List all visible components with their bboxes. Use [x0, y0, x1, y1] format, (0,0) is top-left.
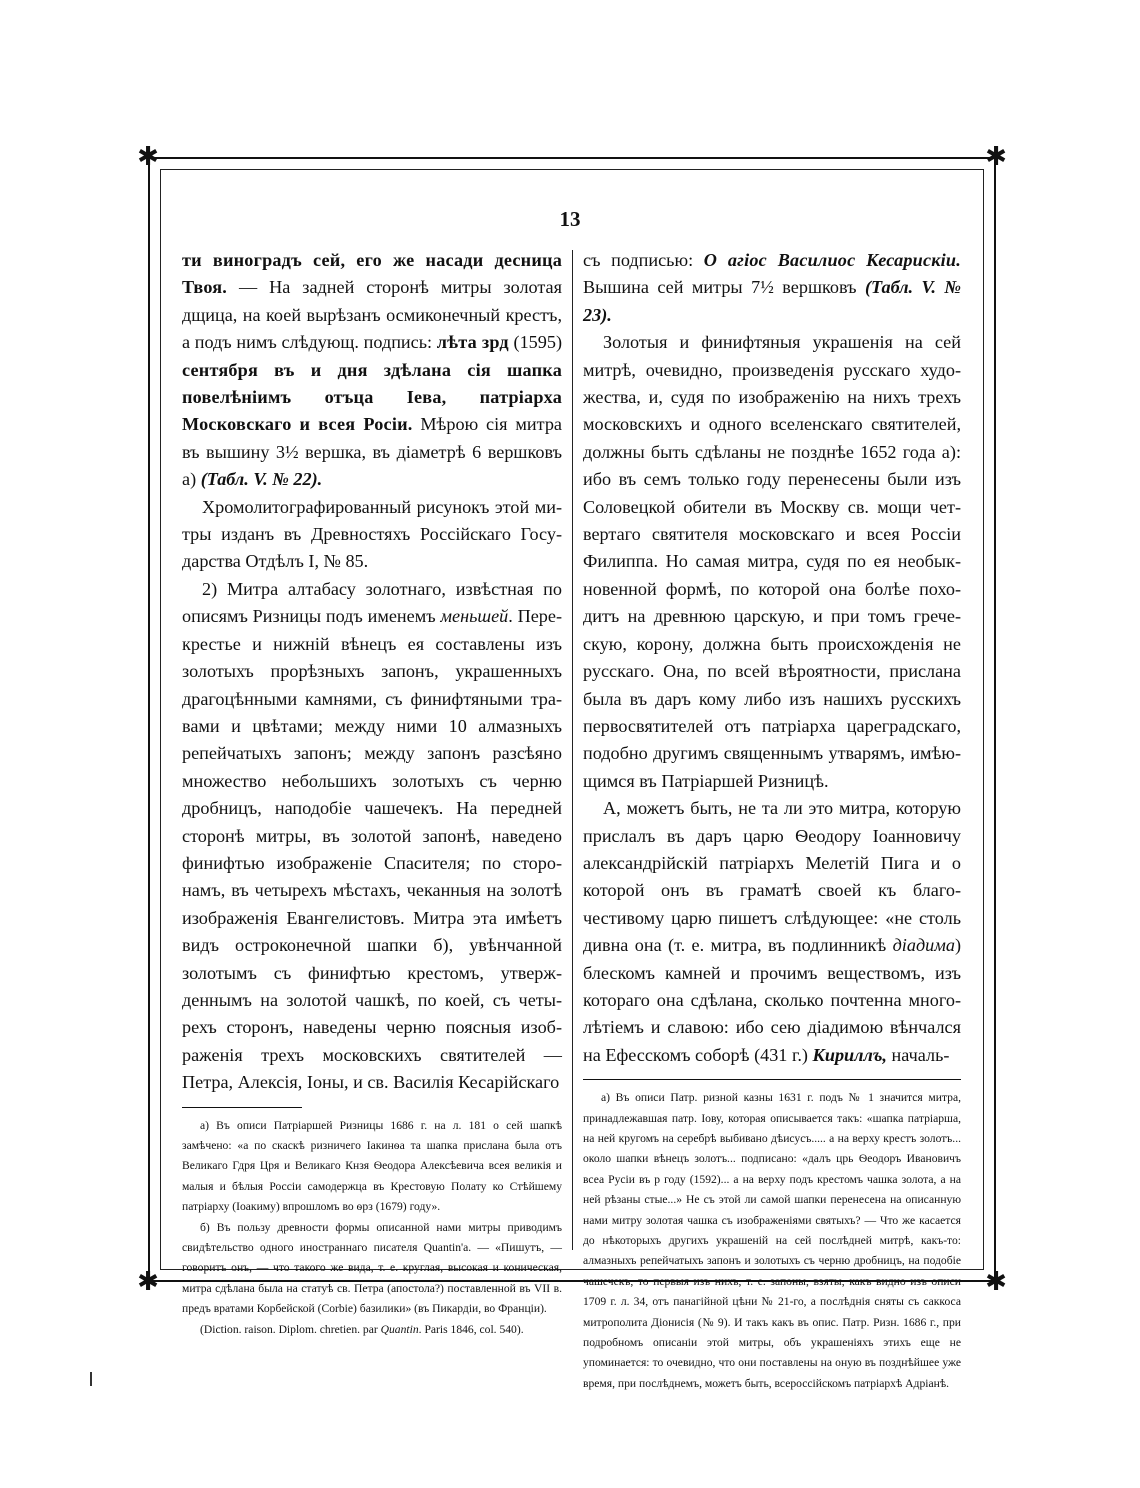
paragraph: [182, 247, 562, 494]
left-column: [182, 247, 562, 1340]
paragraph: [583, 795, 961, 1069]
body-text: . Перекрестье и нижній вѣнецъ ея составлены изъ золотыхъ прорѣзныхъ запонъ, украшенныхъ драгоцѣнными камнями, съ финифтяными травами и цвѣтами; между ними 10 алмазныхъ репейчатыхъ запонъ; между запонъ разсѣяно множество небольшихъ золотыхъ съ черню дробницъ, наподобіе чашечекъ. На передней сторонѣ митры, въ золотой запонѣ, наведено финифтью изображеніе Спасителя; по сторонамъ, въ четырехъ мѣстахъ, чеканныя на золотѣ изображенія Евангелистовъ. Митра эта имѣетъ видъ остроконечной шапки б), увѣнчанной золотымъ съ финифтью крестомъ, утвержденнымъ на золотой чашкѣ, по коей, съ четырехъ сторонъ, наведены черню поясныя изображенія трехъ московскихъ святителей — Петра, Алексія, Іоны, и св. Василія Кесарійскаго: [182, 606, 563, 1093]
italic-text: меньшей: [440, 606, 509, 627]
footnote-rule: [182, 1107, 302, 1108]
corner-ornament-icon: ✱: [137, 1267, 159, 1297]
paragraph: Хромолитографированный рисунокъ этой митры изданъ въ Древностяхъ Россійскаго Государства Отдѣлъ I, № 85.: [182, 496, 562, 572]
page-number: 13: [559, 207, 581, 231]
slavonic-text: О агіос Василиос Кесарискіи.: [703, 250, 961, 270]
italic-text: Кириллъ,: [812, 1044, 887, 1065]
citation-author: Quantin: [380, 1322, 419, 1336]
scan-mark: [90, 1372, 92, 1386]
corner-ornament-icon: ✱: [985, 1267, 1007, 1297]
body-text: ) блескомъ камней и прочимъ веществомъ, изъ котораго она сдѣлана, сколько почтенна многолѣтіемъ и славою: ибо сею діадимою вѣнчался на Ефесскомъ соборѣ (431 г.): [583, 935, 961, 1065]
footnote-a: а) Въ описи Патріаршей Ризницы 1686 г. на л. 181 о сей шапкѣ замѣчено: «а по скаскѣ ризничего Іакинѳа та шапка прислана была отъ Великаго Гдря Цря и Великаго Кнзя Ѳеодора Алексѣевича всея великія и малыя и бѣлыя Россіи самодержца въ Крестовую Полату ко Стѣйшему патріарху (Іоакиму) впрошломъ во ѳрз (1679) году».: [182, 1118, 562, 1214]
slavonic-text: ти виноградъ сей, его же насади десница Твоя.: [182, 250, 562, 298]
footnote-rule: [583, 1079, 961, 1080]
italic-text: діадима: [892, 935, 955, 956]
footnotes: [182, 1116, 562, 1340]
body-text: (1595): [508, 332, 562, 353]
table-reference: (Табл. V. № 23).: [583, 277, 961, 325]
body-text: началь-: [886, 1044, 950, 1065]
body-text: Мѣрою сія митра въ вышину 3½ вершка, въ діаметрѣ 6 вершковъ а): [182, 414, 562, 490]
table-reference: (Табл. V. № 22).: [200, 469, 323, 490]
citation-text: . Paris 1846, col. 540).: [418, 1322, 524, 1336]
footnote-citation: [182, 1320, 562, 1340]
footnotes: [583, 1088, 961, 1394]
slavonic-text: сентября въ и дня здѣлана сія шапка повелѣніимъ отъца Іева, патріарха Московскаго и всея Росіи.: [182, 359, 562, 435]
body-text: А, можетъ быть, не та ли это митра, которую прислалъ въ даръ царю Ѳеодору Іоанновичу александрійскій патріархъ Мелетій Пига и о которой онъ въ граматѣ своей къ благочестивому царю пишетъ слѣдующее: «не столь дивна она (т. е. митра, въ подлинникѣ: [583, 798, 961, 956]
footnote-b: б) Въ пользу древности формы описанной нами митры приводимъ свидѣтельство одного иностраннаго писателя Quantin'a. — «Пишутъ, — говоритъ онъ, — что такого же вида, т. е. круглая, высокая и коническая, митра сдѣлана была на статуѣ св. Петра (апостола?) поставленной въ VII в. предъ вратами Корбейской (Corbie) базилики» (въ Пикардіи, во Франціи).: [182, 1220, 562, 1316]
column-divider: [572, 250, 573, 1250]
corner-ornament-icon: ✱: [137, 142, 159, 172]
body-text: Вышина сей митры 7½ вершковъ: [583, 277, 865, 298]
right-column: [583, 247, 961, 1394]
body-text: 2) Митра алтабасу золотнаго, извѣстная по описямъ Ризницы подъ именемъ: [182, 578, 562, 627]
citation-text: (Diction. raison. Diplom. chretien. par: [200, 1322, 381, 1336]
body-text: съ подписью:: [583, 250, 704, 270]
footnote-a: а) Въ описи Патр. ризной казны 1631 г. подъ № 1 значится митра, принадлежавшая патр. Іову, которая описывается такъ: «шапка патріарша, на ней кругомъ на серебрѣ выбивано дѣисусъ..... а на верху крестъ золотъ... около шапки вѣнецъ золотъ... подписано: «далъ црь Ѳеодоръ Ивановичъ всеа Русіи въ р году (1592)... а на верху подъ крестомъ чашка золота, а на ней рѣзаны стые...» Не съ этой ли самой шапки перенесена на описанную нами митру золотая чашка съ изображеніями святыхъ? — Что же касается до нѣкоторыхъ другихъ украшеній на сей послѣдней митрѣ, какъ-то: алмазныхъ репейчатыхъ запонъ и золотыхъ съ черню дробницъ, на подобіе чашечекъ, то первыя изъ нихъ, т. е. запоны, взяты, какъ видно изъ описи 1709 г. л. 34, отъ панагійной цѣни № 21-го, а послѣднія сняты съ саккоса митрополита Діонисія (№ 9). И такъ какъ въ опис. Патр. Ризн. 1686 г., при подробномъ описаніи этой митры, объ украшеніяхъ этихъ еще не упоминается: то очевидно, что они поставлены на оную въ позднѣйшее уже время, при послѣднемъ, можетъ быть, всероссійскомъ патріархѣ Адріанѣ.: [583, 1091, 961, 1390]
paragraph: [583, 247, 961, 329]
paragraph: [182, 576, 562, 1097]
body-text: — На задней сторонѣ митры золотая дщица, на коей вырѣзанъ осмиконечный крестъ, а подъ нимъ слѣдующ. подпись:: [182, 277, 562, 353]
paragraph: Золотыя и финифтяныя украшенія на сей митрѣ, очевидно, произведенія русскаго художества, и, судя по изображенію на нихъ трехъ московскихъ и одного вселенскаго святителей, должны быть сдѣланы не позднѣе 1652 года а): ибо въ семъ только году перенесены были изъ Соловецкой обители въ Москву св. мощи четвертаго святителя московскаго и всея Россіи Филиппа. Но самая митра, судя по ея необыкновенной формѣ, по которой она болѣе походитъ на древнюю царскую, и при томъ греческую, корону, должна быть происхожденія не русскаго. Она, по всей вѣроятности, прислана была въ даръ кому либо изъ нашихъ русскихъ первосвятителей отъ патріарха цареградскаго, подобно другимъ священнымъ утварямъ, имѣющимся въ Патріаршей Ризницѣ.: [583, 332, 961, 791]
corner-ornament-icon: ✱: [985, 142, 1007, 172]
slavonic-text: лѣта зрд: [436, 332, 509, 353]
